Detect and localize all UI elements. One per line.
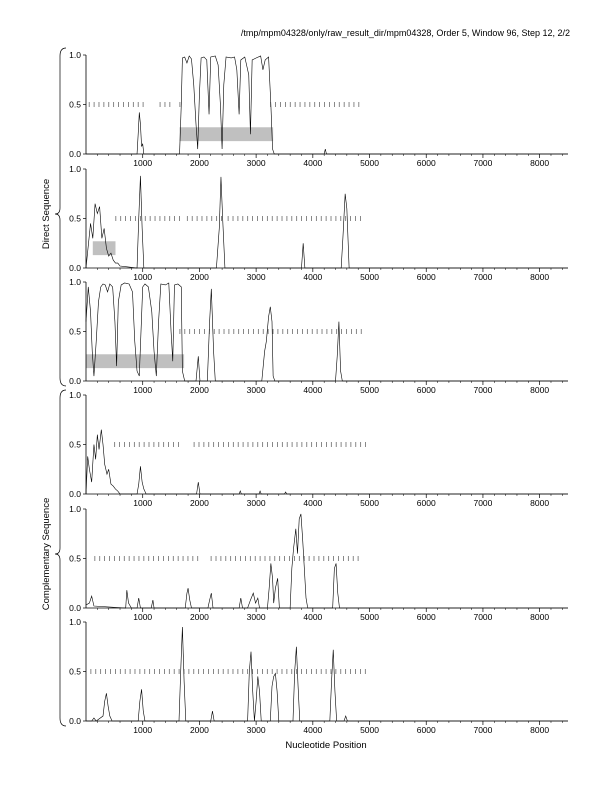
y-tick-label: 0.0 xyxy=(69,149,81,159)
direct-group-label: Direct Sequence xyxy=(41,178,52,250)
x-tick-label: 4000 xyxy=(303,612,323,622)
x-tick-label: 3000 xyxy=(246,725,266,735)
x-tick-label: 1000 xyxy=(133,272,153,282)
series-line xyxy=(86,430,568,494)
x-tick-label: 3000 xyxy=(246,385,266,395)
x-tick-label: 5000 xyxy=(360,725,379,735)
series-line xyxy=(86,627,568,721)
x-tick-label: 3000 xyxy=(246,272,266,282)
x-tick-label: 7000 xyxy=(473,385,493,395)
region-bar xyxy=(180,127,274,141)
x-tick-label: 7000 xyxy=(473,272,493,282)
panel-1 xyxy=(69,50,568,168)
x-tick-label: 2000 xyxy=(189,385,209,395)
y-tick-label: 0.5 xyxy=(69,99,81,110)
x-tick-label: 4000 xyxy=(303,498,323,508)
x-tick-label: 7000 xyxy=(473,498,493,508)
x-tick-label: 5000 xyxy=(360,498,379,508)
region-bar xyxy=(86,354,184,368)
x-tick-label: 5000 xyxy=(360,612,379,622)
x-tick-label: 7000 xyxy=(473,158,493,168)
panel-4 xyxy=(69,390,568,508)
x-tick-label: 2000 xyxy=(189,612,209,622)
direct-brace xyxy=(55,48,66,386)
x-tick-label: 8000 xyxy=(530,158,550,168)
y-tick-label: 1.0 xyxy=(69,390,81,400)
x-tick-label: 6000 xyxy=(416,385,436,395)
x-tick-label: 2000 xyxy=(189,272,209,282)
complementary-brace xyxy=(55,390,66,726)
x-tick-label: 5000 xyxy=(360,385,379,395)
y-tick-label: 0.0 xyxy=(69,603,81,613)
panel-2 xyxy=(69,164,568,282)
x-tick-label: 8000 xyxy=(530,272,550,282)
x-tick-label: 2000 xyxy=(189,725,209,735)
x-tick-label: 1000 xyxy=(133,612,153,622)
x-tick-label: 8000 xyxy=(530,725,550,735)
x-tick-label: 3000 xyxy=(246,158,266,168)
panel-5 xyxy=(69,504,568,622)
x-tick-label: 1000 xyxy=(133,725,153,735)
x-tick-label: 1000 xyxy=(133,158,153,168)
x-tick-label: 2000 xyxy=(189,498,209,508)
x-tick-label: 1000 xyxy=(133,385,153,395)
y-tick-label: 1.0 xyxy=(69,50,81,60)
x-tick-label: 5000 xyxy=(360,158,379,168)
x-tick-label: 1000 xyxy=(133,498,153,508)
x-axis-label: Nucleotide Position xyxy=(285,740,367,751)
y-tick-label: 0.0 xyxy=(69,376,81,386)
y-tick-label: 1.0 xyxy=(69,277,81,287)
y-tick-label: 0.0 xyxy=(69,489,81,499)
x-tick-label: 8000 xyxy=(530,385,550,395)
y-tick-label: 1.0 xyxy=(69,617,81,627)
y-tick-label: 1.0 xyxy=(69,164,81,174)
panel-6 xyxy=(69,617,568,735)
y-tick-label: 1.0 xyxy=(69,504,81,514)
x-tick-label: 8000 xyxy=(530,612,550,622)
x-tick-label: 5000 xyxy=(360,272,379,282)
x-tick-label: 7000 xyxy=(473,725,493,735)
panels-layer xyxy=(69,50,568,735)
y-tick-label: 0.5 xyxy=(69,666,81,677)
y-tick-label: 0.0 xyxy=(69,263,81,273)
complementary-group-label: Complementary Sequence xyxy=(41,497,52,611)
x-tick-label: 6000 xyxy=(416,158,436,168)
x-tick-label: 7000 xyxy=(473,612,493,622)
region-bar xyxy=(93,241,116,255)
x-tick-label: 6000 xyxy=(416,498,436,508)
x-tick-label: 3000 xyxy=(246,612,266,622)
x-tick-label: 6000 xyxy=(416,272,436,282)
x-tick-label: 8000 xyxy=(530,498,550,508)
y-tick-label: 0.0 xyxy=(69,716,81,726)
x-tick-label: 4000 xyxy=(303,272,323,282)
x-tick-label: 4000 xyxy=(303,385,323,395)
x-tick-label: 6000 xyxy=(416,725,436,735)
y-tick-label: 0.5 xyxy=(69,439,81,450)
y-tick-label: 0.5 xyxy=(69,326,81,337)
series-line xyxy=(86,56,568,154)
series-line xyxy=(86,176,568,268)
x-tick-label: 6000 xyxy=(416,612,436,622)
y-tick-label: 0.5 xyxy=(69,213,81,224)
y-tick-label: 0.5 xyxy=(69,553,81,564)
x-tick-label: 2000 xyxy=(189,158,209,168)
panel-3 xyxy=(69,277,568,395)
figure-title: /tmp/mpm04328/only/raw_result_dir/mpm04328, Order 5, Window 96, Step 12, 2/2 xyxy=(240,28,570,38)
x-tick-label: 3000 xyxy=(246,498,266,508)
x-tick-label: 4000 xyxy=(303,158,323,168)
x-tick-label: 4000 xyxy=(303,725,323,735)
